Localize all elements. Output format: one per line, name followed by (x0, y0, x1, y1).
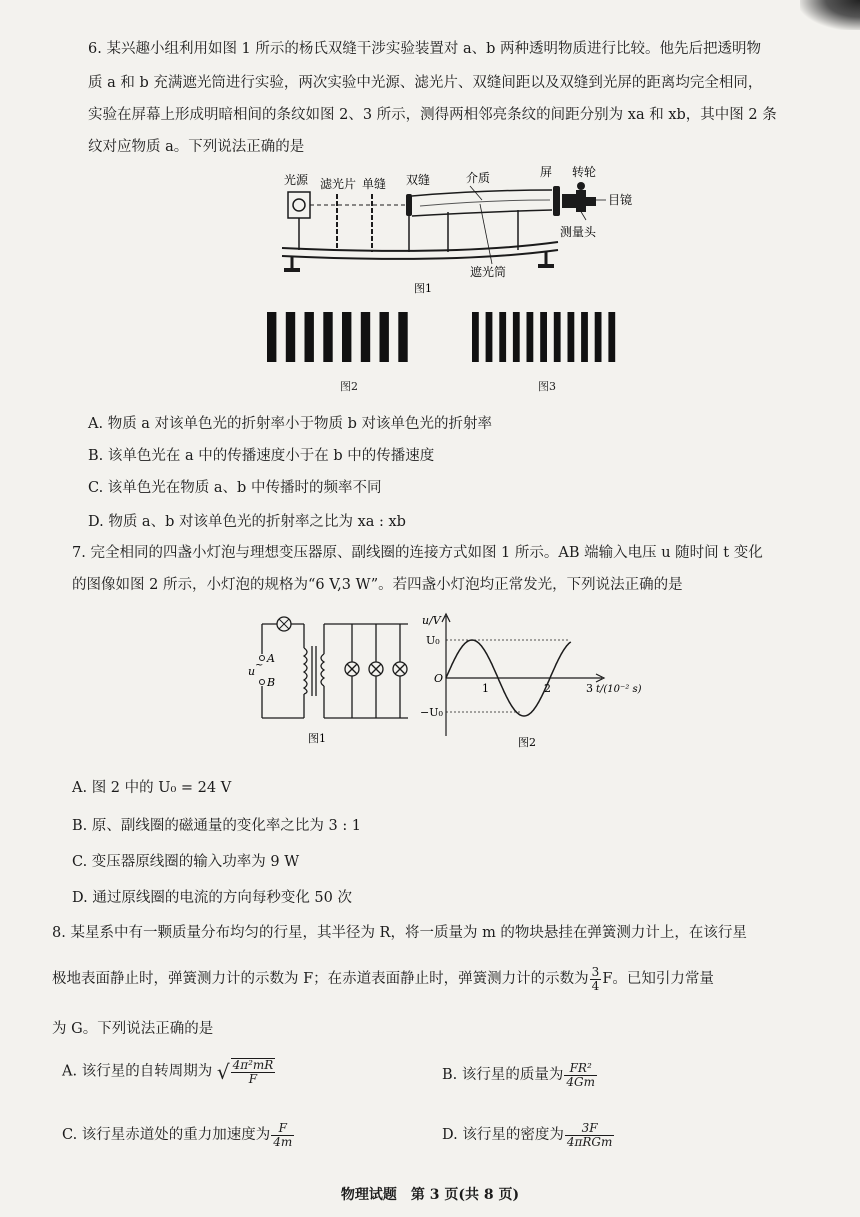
label-single-slit: 单缝 (362, 177, 387, 191)
fringe-stripe (472, 312, 479, 362)
label-screen: 屏 (540, 165, 553, 179)
q6-line3: 实验在屏幕上形成明暗相间的条纹如图 2、3 所示，测得两相邻亮条纹的间距分别为 xa 和 xb，其中图 2 条 (88, 107, 777, 123)
q6-option-a: A. 物质 a 对该单色光的折射率小于物质 b 对该单色光的折射率 (88, 416, 493, 432)
q6-option-b: B. 该单色光在 a 中的传播速度小于在 b 中的传播速度 (88, 448, 435, 464)
q6-line1: 6. 某兴趣小组利用如图 1 所示的杨氏双缝干涉实验装置对 a、b 两种透明物质进行比较。他先后把透明物 (88, 41, 762, 57)
q7-line1: 7. 完全相同的四盏小灯泡与理想变压器原、副线圈的连接方式如图 1 所示。AB 端输入电压 u 随时间 t 变化 (72, 545, 763, 561)
photo-edge-shadow (800, 0, 860, 30)
label-filter: 滤光片 (320, 177, 357, 191)
svg-text:−U₀: −U₀ (420, 706, 443, 719)
fig3-caption: 图3 (538, 380, 556, 393)
q8-option-c: C. 该行星赤道处的重力加速度为 $\frac{F}{4m}$ (62, 1121, 293, 1149)
q8-line3: 为 G。下列说法正确的是 (52, 1021, 214, 1037)
q6-line2: 质 a 和 b 充满遮光筒进行实验，两次实验中光源、滤光片、双缝间距以及双缝到光屏的距离均完全相同， (88, 75, 763, 91)
fringe-stripe (267, 312, 276, 362)
q7-option-d: D. 通过原线圈的电流的方向每秒变化 50 次 (72, 890, 352, 906)
fringe-stripe (486, 312, 493, 362)
q8-line1: 8. 某星系中有一颗质量分布均匀的行星，其半径为 R，将一质量为 m 的物块悬挂在弹簧测力计上，在该行星 (52, 925, 747, 941)
q7-option-b: B. 原、副线圈的磁通量的变化率之比为 3 : 1 (72, 818, 362, 834)
label-measuring-head: 测量头 (560, 225, 597, 239)
fringe-stripe (286, 312, 295, 362)
svg-text:~: ~ (255, 660, 264, 671)
svg-text:u/V: u/V (422, 614, 441, 627)
q8-option-d: D. 该行星的密度为 $\frac{3F}{\text{4πRGm}}$ (442, 1121, 613, 1149)
q6-option-c: C. 该单色光在物质 a、b 中传播时的频率不同 (88, 480, 382, 496)
svg-text:2: 2 (544, 682, 551, 695)
fig3-fringes (470, 310, 630, 366)
svg-text:A: A (267, 652, 275, 665)
fig2-caption: 图2 (340, 380, 358, 393)
fringe-stripe (305, 312, 314, 362)
fringe-stripe (581, 312, 588, 362)
label-double-slit: 双缝 (406, 173, 431, 187)
fringe-stripe (361, 312, 370, 362)
q7-line2: 的图像如图 2 所示，小灯泡的规格为“6 V,3 W”。若四盏小灯泡均正常发光，下列说法正确的是 (72, 577, 683, 593)
fringe-stripe (499, 312, 506, 362)
q6-line4: 纹对应物质 a。下列说法正确的是 (88, 139, 305, 155)
svg-text:B: B (267, 676, 276, 689)
svg-text:O: O (434, 672, 444, 685)
label-eyepiece: 目镜 (608, 193, 633, 207)
q7-option-a: A. 图 2 中的 U₀ = 24 V (72, 780, 232, 796)
fringe-stripe (342, 312, 351, 362)
fig2-fringes (265, 310, 425, 366)
fringe-stripe (323, 312, 332, 362)
label-light-source: 光源 (284, 173, 309, 187)
label-medium: 介质 (466, 171, 491, 185)
page-footer: 物理试题 第 3 页(共 8 页) (340, 1187, 520, 1203)
svg-text:U₀: U₀ (426, 634, 440, 647)
fig1-caption: 图1 (414, 282, 432, 295)
fringe-stripe (380, 312, 389, 362)
light-source-box (288, 192, 310, 218)
fringe-stripe (540, 312, 547, 362)
fringe-stripe (398, 312, 407, 362)
q6-option-d: D. 物质 a、b 对该单色光的折射率之比为 xa : xb (88, 514, 406, 530)
q8-line2: 极地表面静止时，弹簧测力计的示数为 F；在赤道表面静止时，弹簧测力计的示数为 $\frac{3}{4}$ F。已知引力常量 (52, 965, 714, 993)
q8-option-a: A. 该行星的自转周期为 √ $\frac{\text{4π²mR}}{F}$ (62, 1058, 274, 1086)
fringe-stripe (513, 312, 520, 362)
svg-text:1: 1 (482, 682, 489, 695)
fringe-stripe (595, 312, 602, 362)
voltage-time-graph (420, 608, 670, 748)
q7-option-c: C. 变压器原线圈的输入功率为 9 W (72, 854, 300, 870)
transformer-circuit-figure (240, 610, 420, 745)
q7-fig2-caption: 图2 (518, 736, 536, 748)
label-tube: 遮光筒 (470, 265, 507, 279)
label-wheel: 转轮 (572, 165, 597, 179)
q8-option-b: B. 该行星的质量为 $\frac{\text{FR²}}{4Gm}$ (442, 1061, 595, 1089)
svg-text:t/(10⁻² s): t/(10⁻² s) (596, 684, 642, 695)
svg-text:u: u (248, 665, 256, 678)
double-slit-apparatus-figure (270, 160, 640, 300)
fringe-stripe (608, 312, 615, 362)
fringe-stripe (527, 312, 534, 362)
fringe-stripe (568, 312, 575, 362)
q7-fig1-caption: 图1 (308, 732, 326, 745)
svg-text:3: 3 (586, 682, 593, 695)
fringe-stripe (554, 312, 561, 362)
